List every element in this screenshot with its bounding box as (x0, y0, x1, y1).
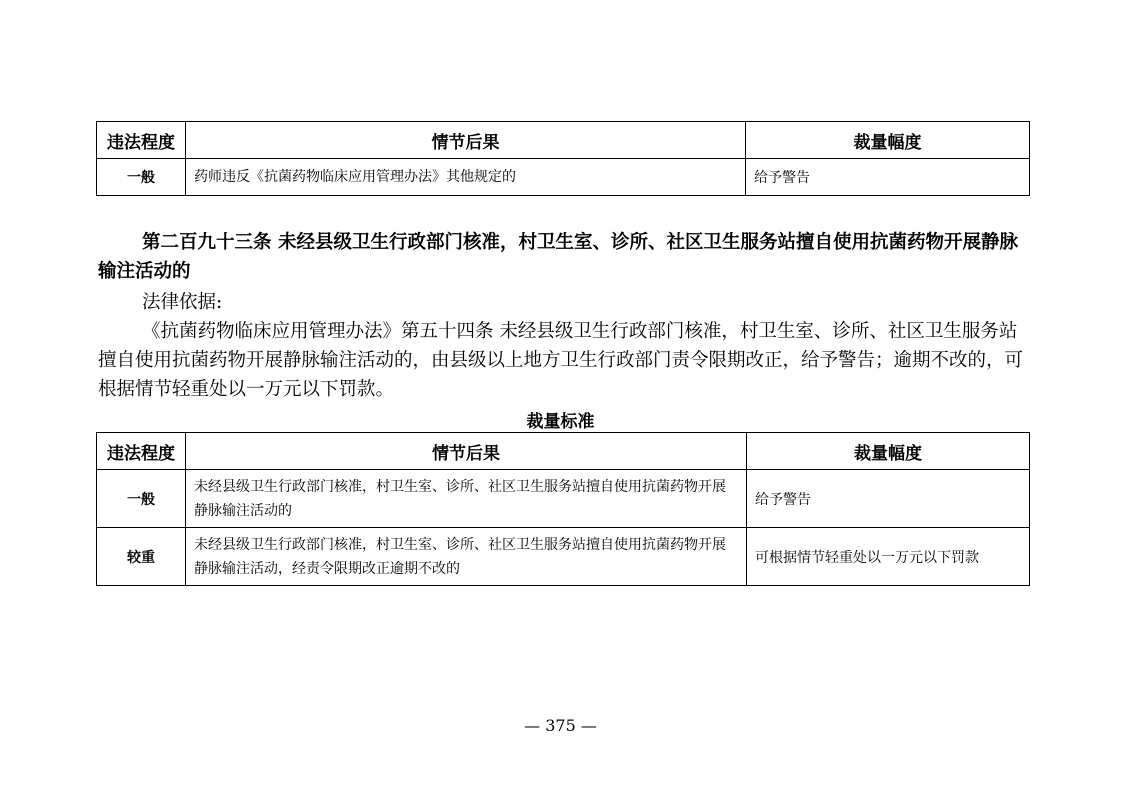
table-row (97, 159, 1030, 196)
header-violation-degree: 违法程度 (97, 433, 186, 470)
penalty-table-top (96, 121, 1030, 196)
header-violation-degree: 违法程度 (97, 122, 186, 159)
page-number: — 375 — (524, 716, 597, 735)
article-title: 第二百九十三条 未经县级卫生行政部门核准，村卫生室、诊所、社区卫生服务站擅自使用抗菌药物开展静脉输注活动的 (98, 232, 1018, 282)
header-penalty-range: 裁量幅度 (747, 433, 1030, 470)
cell-level: 较重 (97, 528, 186, 586)
cell-penalty: 给予警告 (746, 159, 1030, 196)
cell-penalty: 给予警告 (747, 470, 1030, 528)
table-header-row (97, 122, 1030, 159)
header-circumstance: 情节后果 (186, 122, 746, 159)
table-header-row (97, 433, 1030, 470)
header-penalty-range: 裁量幅度 (746, 122, 1030, 159)
legal-basis-text: 《抗菌药物临床应用管理办法》第五十四条 未经县级卫生行政部门核准，村卫生室、诊所、社区卫生服务站擅自使用抗菌药物开展静脉输注活动的，由县级以上地方卫生行政部门责令限期改正，给予警告；逾期不改的，可根据情节轻重处以一万元以下罚款。 (98, 321, 1024, 400)
table-row (97, 470, 1030, 528)
legal-basis-label: 法律依据: (142, 292, 223, 313)
header-circumstance: 情节后果 (186, 433, 747, 470)
table-row (97, 528, 1030, 586)
cell-level: 一般 (97, 159, 186, 196)
cell-circumstance: 未经县级卫生行政部门核准，村卫生室、诊所、社区卫生服务站擅自使用抗菌药物开展静脉输注活动的 (186, 470, 747, 528)
cell-penalty: 可根据情节轻重处以一万元以下罚款 (747, 528, 1030, 586)
cell-circumstance: 药师违反《抗菌药物临床应用管理办法》其他规定的 (186, 159, 746, 196)
penalty-table-standard (96, 432, 1030, 586)
standard-title: 裁量标准 (526, 412, 595, 432)
cell-level: 一般 (97, 470, 186, 528)
cell-circumstance: 未经县级卫生行政部门核准，村卫生室、诊所、社区卫生服务站擅自使用抗菌药物开展静脉输注活动，经责令限期改正逾期不改的 (186, 528, 747, 586)
